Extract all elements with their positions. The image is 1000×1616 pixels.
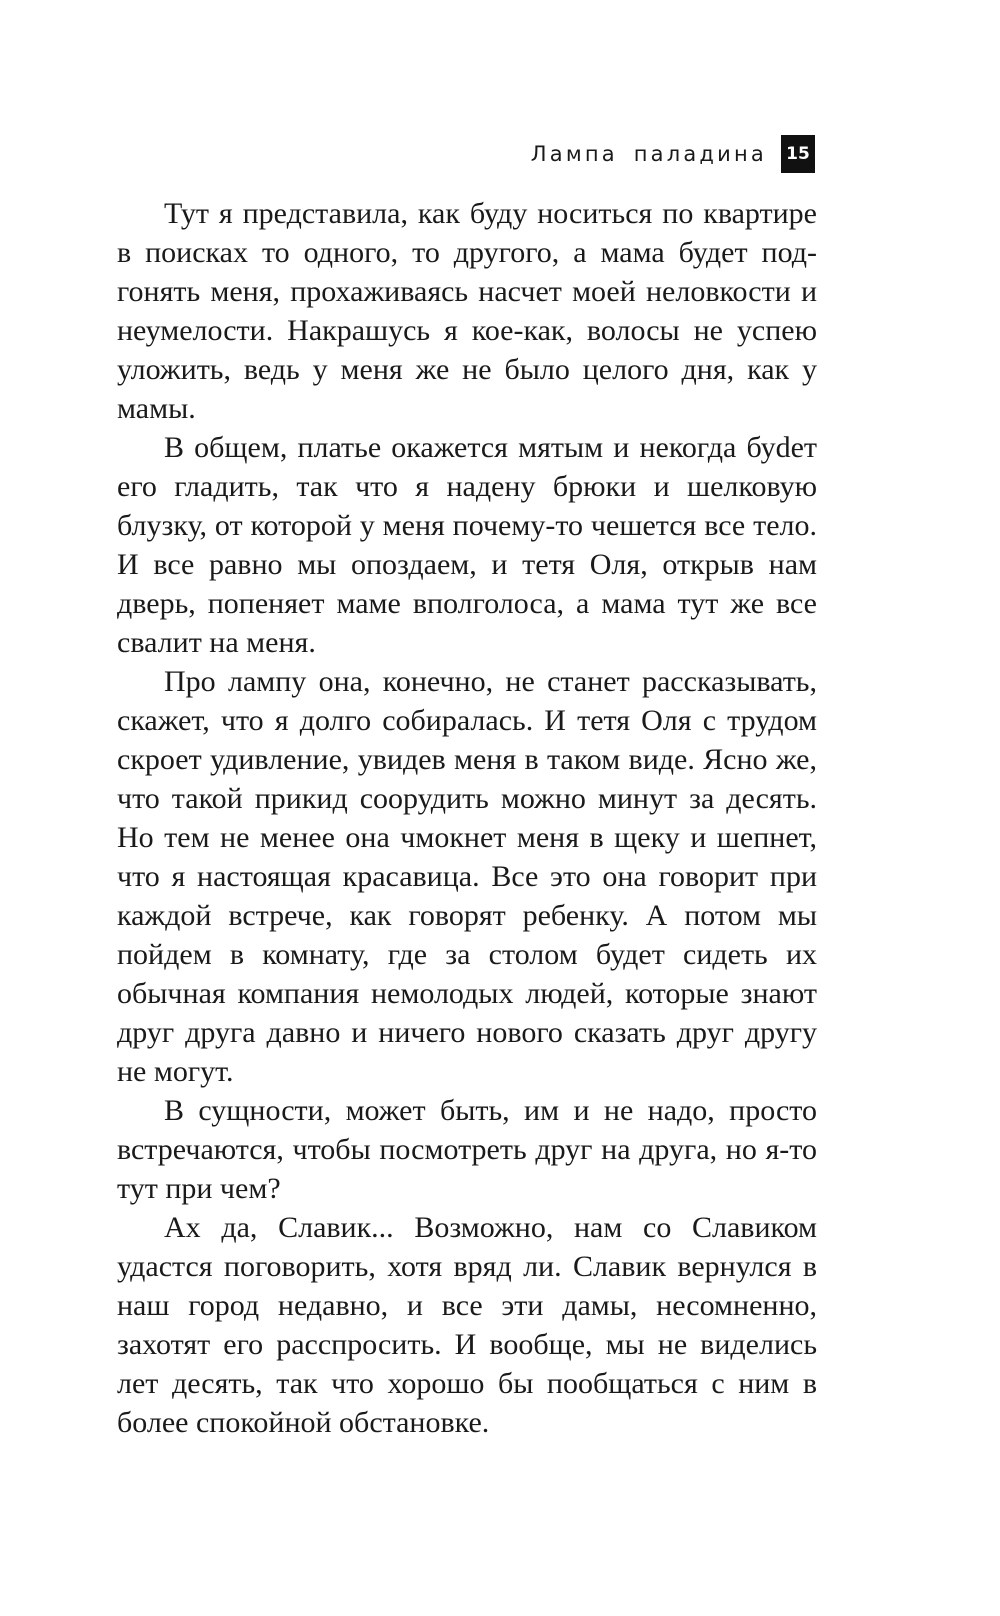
page-number: 15 xyxy=(781,135,815,173)
running-title: Лампа паладина xyxy=(530,142,767,166)
paragraph-2: В общем, платье окажется мятым и некогда буdет его гладить, так что я надену брюки и шелковую блузку, от которой у меня почему-то чешется все тело. И все равно мы опоздаем, и тетя Оля, открыв нам дверь, попеняет маме вполголоса, а мама тут же все свалит на меня. xyxy=(117,431,817,659)
paragraph-3: Про лампу она, конечно, не станет рассказывать, скажет, что я долго собиралась. И тетя Оля с трудом скроет удивление, увидев меня в таком виде. Ясно же, что такой прикид соорудить можно минут за десять. Но тем не менее она чмокнет меня в щеку и шепнет, что я настоящая красавица. Все это она говорит при каждой встрече, как говорят ребенку. А потом мы пойдем в комнату, где за столом будет сидеть их обычная компания немолодых людей, которые знают друг друга давно и ничего нового сказать друг другу не могут. xyxy=(117,665,817,1088)
paragraph-4: В сущности, может быть, им и не надо, просто встречаются, чтобы посмотреть друг на друга, но я-то тут при чем? xyxy=(117,1094,817,1205)
paragraph-1: Тут я представила, как буду носиться по квартире в поисках то одного, то другого, а мама будет подгонять меня, прохаживаясь насчет моей неловкости и неумелости. Накрашусь я кое-как, волосы не успею уложить, ведь у меня же не было целого дня, как у мамы. xyxy=(117,197,817,425)
body-text xyxy=(117,194,817,1442)
running-header xyxy=(531,135,815,173)
paragraph-5: Ах да, Славик... Возможно, нам со Славиком удастся поговорить, хотя вряд ли. Славик вернулся в наш город недавно, и все эти дамы, несомненно, захотят его расспросить. И вообще, мы не виделись лет десять, так что хорошо бы пообщаться с ним в более спокойной обстановке. xyxy=(117,1211,817,1439)
